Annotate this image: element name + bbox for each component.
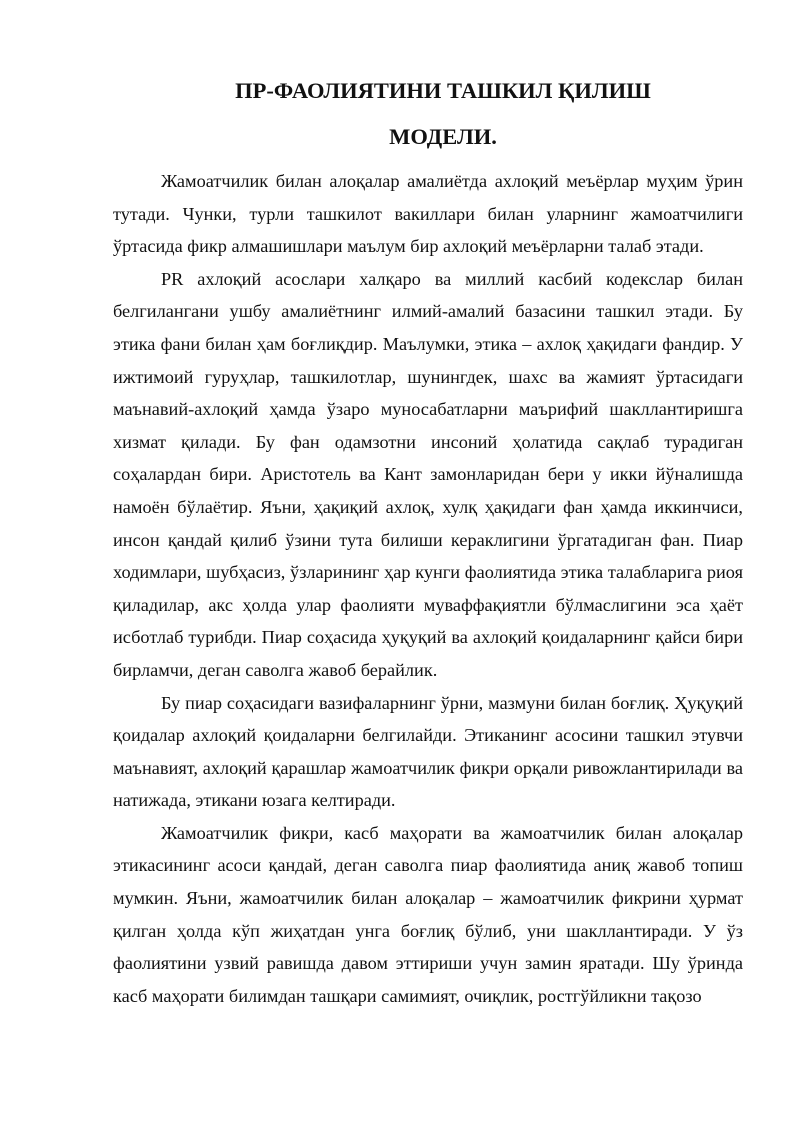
paragraph-2: PR ахлоқий асослари халқаро ва миллий касбий кодекслар билан белгилангани ушбу амалиётнинг илмий-амалий базасини ташкил этади. Бу этика фани билан ҳам боғлиқдир. Маълумки, этика – ахлоқ ҳақидаги фандир. У ижтимоий гуруҳлар, ташкилотлар, шунингдек, шахс ва жамият ўртасидаги маънавий-ахлоқий ҳамда ўзаро муносабатларни маърифий шакллантиришга хизмат қилади. Бу фан одамзотни инсоний ҳолатида сақлаб турадиган соҳалардан бири. Аристотель ва Кант замонларидан бери у икки йўналишда намоён бўлаётир. Яъни, ҳақиқий ахлоқ, хулқ ҳақидаги фан ҳамда иккинчиси, инсон қандай қилиб ўзини тута билиши кераклигини ўргатадиган фан. Пиар ходимлари, шубҳасиз, ўзларининг ҳар кунги фаолиятида этика талабларига риоя қиладилар, акс ҳолда улар фаолияти муваффақиятли бўлмаслигини эса ҳаёт исботлаб турибди. Пиар соҳасида ҳуқуқий ва ахлоқий қоидаларнинг қайси бири бирламчи, деган саволга жавоб берайлик. (113, 268, 743, 680)
page-title-line-2: МОДЕЛИ. (389, 124, 497, 149)
paragraph-3: Бу пиар соҳасидаги вазифаларнинг ўрни, мазмуни билан боғлиқ. Ҳуқуқий қоидалар ахлоқий қоидаларни белгилайди. Этиканинг асосини ташкил этувчи маънавият, ахлоқий қарашлар жамоатчилик фикри орқали ривожлантирилади ва натижада, этикани юзага келтиради. (113, 692, 743, 811)
paragraph-4: Жамоатчилик фикри, касб маҳорати ва жамоатчилик билан алоқалар этикасининг асоси қандай, деган саволга пиар фаолиятида аниқ жавоб топиш мумкин. Яъни, жамоатчилик билан алоқалар – жамоатчилик фикрини ҳурмат қилган ҳолда кўп жиҳатдан унга боғлиқ бўлиб, уни шакллантиради. У ўз фаолиятини узвий равишда давом эттириши учун замин яратади. Шу ўринда касб маҳорати билимдан ташқари самимият, очиқлик, ростгўйликни тақозо (113, 822, 743, 1006)
document-body (113, 165, 743, 1012)
paragraph-1: Жамоатчилик билан алоқалар амалиётда ахлоқий меъёрлар муҳим ўрин тутади. Чунки, турли ташкилот вакиллари билан уларнинг жамоатчилиги ўртасида фикр алмашишлари маълум бир ахлоқий меъёрларни талаб этади. (113, 171, 743, 257)
page-title-line-1: ПР-ФАОЛИЯТИНИ ТАШКИЛ ҚИЛИШ (235, 78, 651, 103)
